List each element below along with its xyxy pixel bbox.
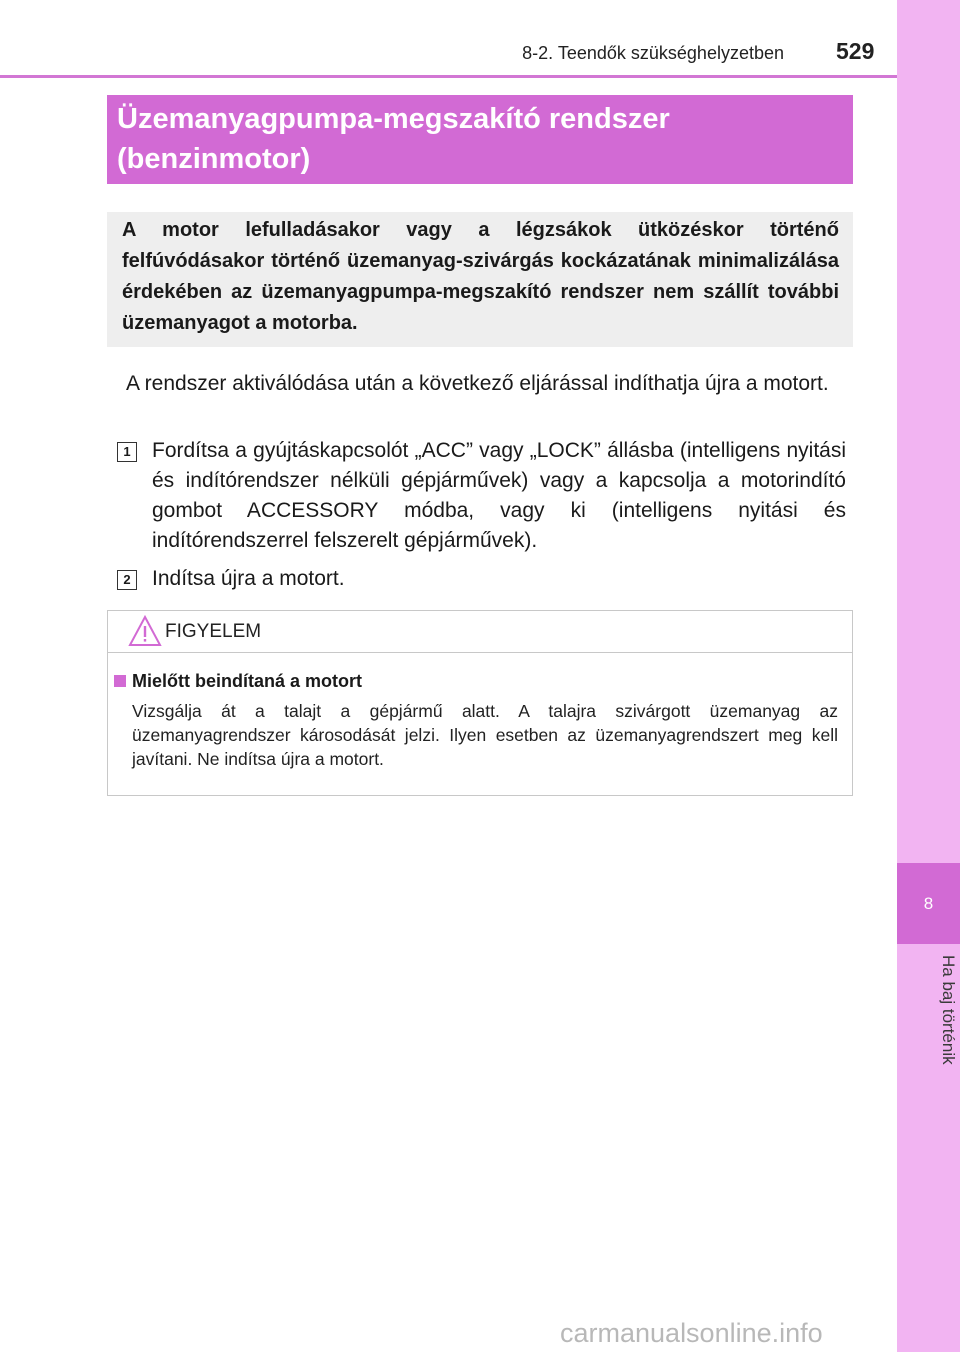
warning-label: FIGYELEM [165, 621, 262, 642]
step-text: Indítsa újra a motort. [152, 567, 345, 590]
step-item [117, 564, 846, 594]
warning-triangle-icon [128, 615, 162, 647]
body-paragraph: A rendszer aktiválódása után a következő eljárással indíthatja újra a motort. [126, 372, 829, 395]
side-tab [897, 0, 960, 1352]
chapter-number-badge: 8 [897, 863, 960, 944]
warning-box [107, 610, 853, 796]
section-header: 8-2. Teendők szükséghelyzetben [522, 43, 784, 63]
warning-subtitle [114, 671, 362, 692]
page-number: 529 [836, 38, 875, 64]
header-divider [0, 75, 897, 78]
warning-subtitle-text: Mielőtt beindítaná a motort [132, 671, 363, 691]
warning-header [108, 611, 852, 653]
step-text: Fordítsa a gyújtáskapcsolót „ACC” vagy „LOCK” állásba (intelligens nyitási és indítórendszer nélküli gépjárművek) vagy a kapcsolja a motorindító gombot ACCESSORY módba, vagy ki (intelligens nyitási és indítórendszerrel felszerelt gépjárművek). [152, 439, 846, 552]
step-item [117, 436, 846, 556]
chapter-title: Ha baj történik [939, 955, 958, 1065]
step-number: 1 [117, 442, 137, 462]
bullet-square-icon [114, 675, 126, 687]
warning-text: Vizsgálja át a talajt a gépjármű alatt. A talajra szivárgott üzemanyag az üzemanyagrendszer károsodását jelzi. Ilyen esetben az üzemanyagrendszert meg kell javítani. Ne indítsa újra a motort. [132, 701, 838, 769]
intro-box: A motor lefulladásakor vagy a légzsákok ütközéskor történő felfúvódásakor történő üzemanyag-szivárgás kockázatának minimalizálása érdekében az üzemanyagpumpa-megszakító rendszer nem szállít további üzemanyagot a motorba. [107, 212, 853, 347]
watermark: carmanualsonline.info [560, 1318, 823, 1348]
page-title: Üzemanyagpumpa-megszakító rendszer (benzinmotor) [107, 95, 853, 184]
step-number: 2 [117, 570, 137, 590]
